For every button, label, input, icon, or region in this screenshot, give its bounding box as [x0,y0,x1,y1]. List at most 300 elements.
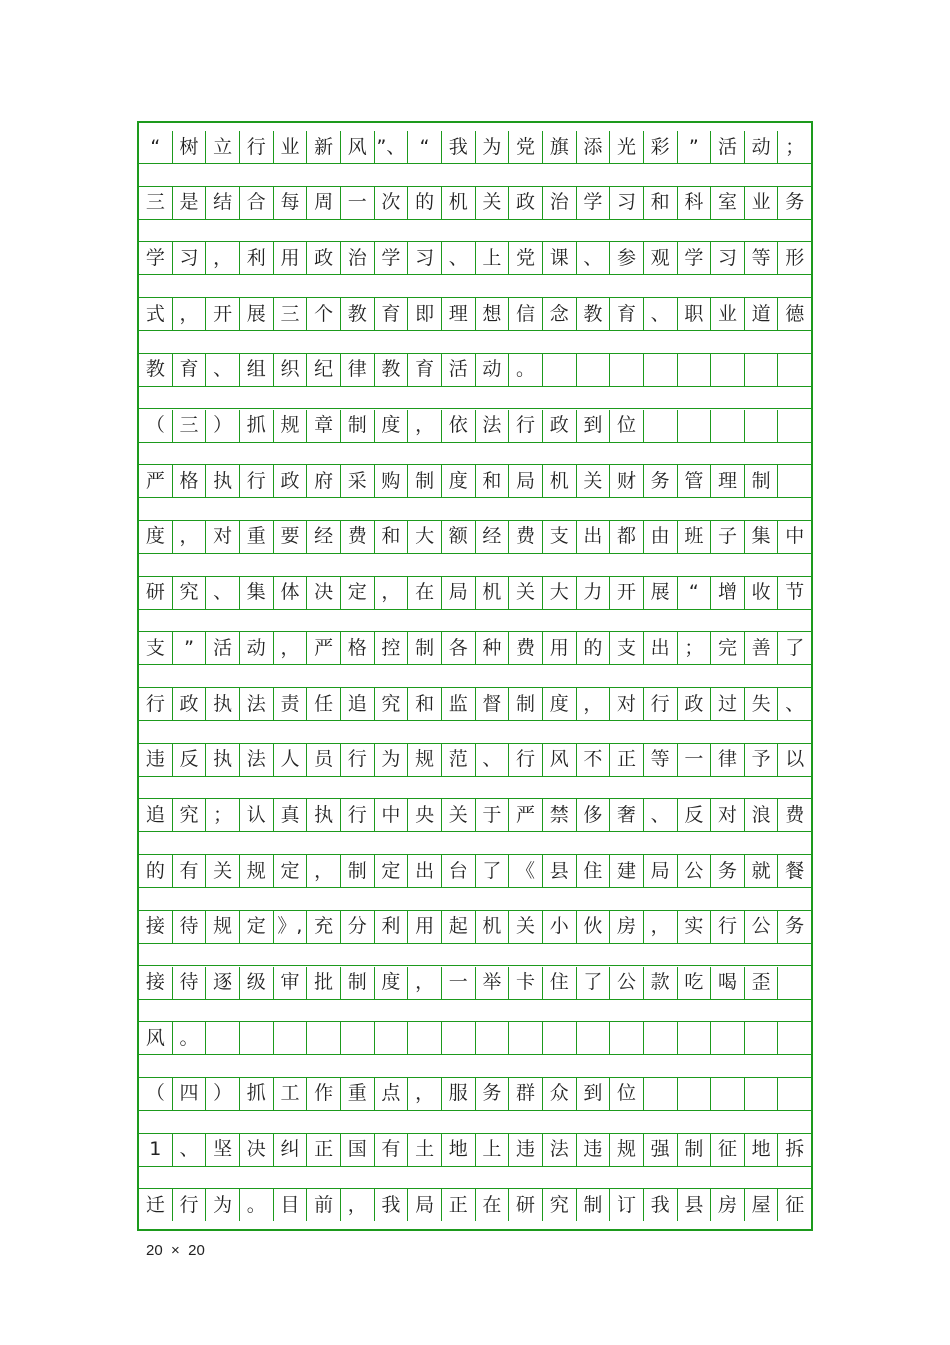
grid-cell [745,410,779,442]
grid-cell: 土 [408,1134,442,1166]
grid-cell: 风 [543,744,577,776]
grid-cell: 政 [678,688,712,720]
grid-cell: 》, [274,911,308,943]
grid-cell: 习 [173,242,207,274]
grid-cell: 订 [610,1189,644,1221]
grid-cell [711,410,745,442]
grid-cell: 。 [240,1189,274,1221]
grid-cell: 务 [711,855,745,887]
grid-cell: 是 [173,187,207,219]
grid-cell: 歪 [745,967,779,999]
grid-cell: 房 [610,911,644,943]
grid-cell: 规 [408,744,442,776]
grid-cell: 每 [274,187,308,219]
grid-cell: 展 [240,298,274,330]
grid-row [139,465,811,497]
grid-cell: 业 [745,187,779,219]
grid-cell [543,1022,577,1054]
grid-cell: 局 [644,855,678,887]
grid-cell: 关 [509,911,543,943]
grid-cell: 任 [307,688,341,720]
grid-cell: 政 [509,187,543,219]
grid-cell: 参 [610,242,644,274]
grid-cell: 行 [173,1189,207,1221]
grid-cell [778,354,811,386]
grid-size-label: 20 × 20 [146,1242,205,1259]
grid-cell: 和 [408,688,442,720]
grid-cell: 科 [678,187,712,219]
grid-cell: ， [307,855,341,887]
grid-cell: 房 [711,1189,745,1221]
grid-cell: 教 [139,354,173,386]
grid-cell: 立 [206,131,240,163]
grid-cell [711,1078,745,1110]
grid-cell [711,1022,745,1054]
grid-cell: 了 [476,855,510,887]
grid-row [139,131,811,163]
grid-cell: 坚 [206,1134,240,1166]
grid-cell: 学 [577,187,611,219]
grid-cell: ） [206,410,240,442]
grid-cell: 认 [240,799,274,831]
grid-cell: ， [408,410,442,442]
grid-cell: 课 [543,242,577,274]
grid-cell: 动 [240,632,274,664]
grid-cell: 严 [509,799,543,831]
grid-cell: 格 [173,465,207,497]
grid-cell: 收 [745,577,779,609]
grid-cell: 小 [543,911,577,943]
row-separator [139,776,811,800]
grid-cell: 习 [408,242,442,274]
grid-cell [375,1022,409,1054]
grid-cell: 制 [408,632,442,664]
grid-cell: 各 [442,632,476,664]
grid-cell: 卡 [509,967,543,999]
grid-cell: 群 [509,1078,543,1110]
grid-cell: ” [678,131,712,163]
grid-cell: 公 [745,911,779,943]
grid-cell: 款 [644,967,678,999]
grid-cell: 屋 [745,1189,779,1221]
grid-row [139,1078,811,1110]
grid-cell: 树 [173,131,207,163]
row-separator [139,943,811,967]
grid-cell: 奢 [610,799,644,831]
grid-cell: 等 [644,744,678,776]
grid-cell: 关 [476,187,510,219]
grid-cell: 即 [408,298,442,330]
grid-cell: 治 [341,242,375,274]
grid-cell: 育 [610,298,644,330]
row-separator [139,330,811,354]
grid-cell: 、 [206,577,240,609]
grid-cell: 有 [173,855,207,887]
grid-cell: 理 [711,465,745,497]
grid-cell: 财 [610,465,644,497]
grid-cell: 上 [476,1134,510,1166]
grid-cell: 正 [442,1189,476,1221]
grid-cell: 建 [610,855,644,887]
grid-cell: 大 [408,521,442,553]
grid-cell: 征 [711,1134,745,1166]
grid-cell: 的 [408,187,442,219]
grid-cell: 违 [577,1134,611,1166]
grid-cell: 住 [577,855,611,887]
grid-cell: （ [139,410,173,442]
grid-cell: 地 [745,1134,779,1166]
grid-cell: 究 [173,799,207,831]
grid-cell: 执 [206,465,240,497]
grid-cell: 失 [745,688,779,720]
grid-cell: 位 [610,1078,644,1110]
grid-cell: 想 [476,298,510,330]
grid-cell: 集 [745,521,779,553]
grid-cell: 于 [476,799,510,831]
grid-cell: 制 [745,465,779,497]
grid-cell [206,1022,240,1054]
grid-cell: 伙 [577,911,611,943]
grid-cell: 、 [644,298,678,330]
grid-cell: ， [408,967,442,999]
grid-cell: 工 [274,1078,308,1110]
grid-cell: 度 [375,967,409,999]
grid-cell: ， [644,911,678,943]
grid-cell: 。 [509,354,543,386]
grid-cell: 额 [442,521,476,553]
grid-cell: 式 [139,298,173,330]
grid-cell: 增 [711,577,745,609]
grid-cell [610,354,644,386]
grid-cell: 征 [785,1193,805,1216]
grid-cell [778,465,811,497]
grid-cell: 支 [610,632,644,664]
grid-cell [778,410,811,442]
grid-cell: 采 [341,465,375,497]
grid-cell: ； [206,799,240,831]
grid-cell: ， [274,632,308,664]
grid-cell: 执 [206,688,240,720]
grid-cell: 为 [375,744,409,776]
row-separator [139,609,811,633]
grid-cell: “ [678,577,712,609]
grid-cell: 中 [375,799,409,831]
grid-cell: 力 [577,577,611,609]
grid-cell: 出 [644,632,678,664]
grid-cell: 格 [341,632,375,664]
grid-cell: 习 [711,242,745,274]
grid-cell: 大 [543,577,577,609]
grid-cell: 以 [785,748,805,771]
grid-cell: 制 [678,1134,712,1166]
grid-cell: 点 [375,1078,409,1110]
grid-cell: 光 [610,131,644,163]
grid-cell: 迁 [139,1189,173,1221]
grid-cell: 强 [644,1134,678,1166]
grid-cell: 我 [644,1189,678,1221]
grid-cell: 形 [785,246,805,269]
grid-cell: 前 [307,1189,341,1221]
grid-cell [644,354,678,386]
grid-cell: 要 [274,521,308,553]
grid-cell: 、 [476,744,510,776]
grid-cell: 禁 [543,799,577,831]
grid-cell: 目 [274,1189,308,1221]
grid-cell: 活 [206,632,240,664]
grid-cell: 范 [442,744,476,776]
grid-cell: 人 [274,744,308,776]
row-separator [139,999,811,1023]
grid-cell: 德 [785,302,805,325]
grid-cell: 彩 [644,131,678,163]
grid-cell: ， [173,298,207,330]
grid-cell: 组 [240,354,274,386]
grid-cell: 制 [509,688,543,720]
grid-cell: 度 [543,688,577,720]
row-separator [139,497,811,521]
grid-cell [341,1022,375,1054]
grid-cell: 由 [644,521,678,553]
grid-cell: 在 [476,1189,510,1221]
grid-cell [678,410,712,442]
grid-cell: 业 [274,131,308,163]
grid-cell: 度 [442,465,476,497]
grid-cell: 拆 [785,1138,805,1161]
grid-cell: 念 [543,298,577,330]
grid-cell: 反 [173,744,207,776]
grid-cell: 制 [341,855,375,887]
grid-row [139,855,811,887]
grid-cell: 三 [173,410,207,442]
grid-cell: 法 [240,688,274,720]
grid-cell: 究 [375,688,409,720]
grid-row [139,577,811,609]
grid-cell [644,1078,678,1110]
grid-cell [711,354,745,386]
grid-cell [745,1022,779,1054]
grid-cell: 我 [442,131,476,163]
grid-cell: 定 [375,855,409,887]
grid-cell: 制 [408,465,442,497]
grid-cell: 次 [375,187,409,219]
grid-row [139,187,811,219]
grid-row [139,242,811,274]
grid-cell: 、 [442,242,476,274]
grid-cell: 员 [307,744,341,776]
grid-cell: 决 [307,577,341,609]
grid-cell: 浪 [745,799,779,831]
grid-cell: 地 [442,1134,476,1166]
row-separator [139,163,811,187]
grid-cell [543,354,577,386]
grid-cell [274,1022,308,1054]
grid-cell: 关 [509,577,543,609]
grid-cell: 添 [577,131,611,163]
grid-cell: 就 [745,855,779,887]
grid-cell: 用 [274,242,308,274]
grid-cell: 局 [442,577,476,609]
grid-row [139,744,811,776]
grid-cell: 法 [543,1134,577,1166]
grid-cell: 制 [577,1189,611,1221]
row-separator [139,274,811,298]
grid-cell: 务 [644,465,678,497]
grid-cell: 政 [543,410,577,442]
row-separator [139,720,811,744]
grid-cell: 县 [678,1189,712,1221]
grid-cell: 善 [745,632,779,664]
grid-cell: 级 [240,967,274,999]
grid-cell: 周 [307,187,341,219]
grid-cell: 和 [644,187,678,219]
grid-cell: 。 [173,1022,207,1054]
grid-cell: ， [375,577,409,609]
grid-cell: 规 [274,410,308,442]
row-separator [139,442,811,466]
grid-cell: 律 [341,354,375,386]
grid-cell: 行 [644,688,678,720]
grid-cell [678,354,712,386]
grid-cell: 有 [375,1134,409,1166]
grid-cell: 开 [610,577,644,609]
grid-cell: 的 [139,855,173,887]
grid-cell: 度 [139,521,173,553]
grid-cell [745,354,779,386]
grid-cell: 节 [785,581,805,604]
grid-cell: 究 [543,1189,577,1221]
grid-cell: 接 [139,967,173,999]
grid-cell: 育 [408,354,442,386]
grid-cell: 都 [610,521,644,553]
grid-cell [610,1022,644,1054]
grid-cell: ， [206,242,240,274]
grid-cell [745,1078,779,1110]
grid-cell [240,1022,274,1054]
grid-cell: 和 [375,521,409,553]
manuscript-grid-paper [137,121,813,1231]
grid-cell: 了 [785,636,805,659]
grid-cell: 一 [341,187,375,219]
grid-cell: （ [139,1078,173,1110]
grid-cell: 违 [139,744,173,776]
grid-cell: 追 [139,799,173,831]
grid-cell: 旗 [543,131,577,163]
grid-cell: 违 [509,1134,543,1166]
grid-cell: 上 [476,242,510,274]
row-separator [139,219,811,243]
grid-cell: 行 [240,131,274,163]
grid-cell: 教 [341,298,375,330]
grid-cell: 规 [240,855,274,887]
grid-cell: 纠 [274,1134,308,1166]
grid-cell: 《 [509,855,543,887]
grid-cell: 批 [307,967,341,999]
grid-cell: 逐 [206,967,240,999]
grid-row [139,521,811,553]
grid-cell: 执 [206,744,240,776]
grid-cell: 分 [341,911,375,943]
grid-cell: 道 [745,298,779,330]
grid-cell: 研 [509,1189,543,1221]
grid-cell: 侈 [577,799,611,831]
grid-cell: ； [678,632,712,664]
grid-cell: 行 [240,465,274,497]
row-separator [139,831,811,855]
grid-cell [644,410,678,442]
grid-cell: 合 [240,187,274,219]
grid-cell: ， [341,1189,375,1221]
grid-cell: 新 [307,131,341,163]
grid-cell: 班 [678,521,712,553]
grid-cell: 动 [476,354,510,386]
row-separator [139,553,811,577]
grid-cell: 服 [442,1078,476,1110]
grid-cell: 信 [509,298,543,330]
grid-cell: 执 [307,799,341,831]
grid-cell: 我 [375,1189,409,1221]
row-separator [139,1166,811,1190]
grid-cell: 、 [785,692,805,715]
grid-cell: ， [173,521,207,553]
grid-row [139,799,811,831]
grid-cell: 用 [543,632,577,664]
grid-cell [778,967,811,999]
grid-cell: 关 [206,855,240,887]
grid-cell: 局 [509,465,543,497]
grid-cell: 完 [711,632,745,664]
grid-cell: 教 [375,354,409,386]
grid-cell: 府 [307,465,341,497]
grid-cell: 抓 [240,1078,274,1110]
grid-cell: 织 [274,354,308,386]
grid-cell: 党 [509,242,543,274]
grid-cell: 、 [577,242,611,274]
grid-cell: 对 [206,521,240,553]
grid-cell: 纪 [307,354,341,386]
grid-cell: 经 [476,521,510,553]
grid-cell: 三 [274,298,308,330]
grid-cell: ， [577,688,611,720]
grid-cell: 不 [577,744,611,776]
grid-cell: 用 [408,911,442,943]
grid-cell: 关 [442,799,476,831]
grid-cell: 过 [711,688,745,720]
grid-cell: 三 [139,187,173,219]
row-separator [139,1110,811,1134]
grid-cell: 开 [206,298,240,330]
grid-cell: 出 [577,521,611,553]
grid-cell: 学 [375,242,409,274]
grid-cell: 待 [173,911,207,943]
grid-cell: 对 [711,799,745,831]
grid-cell: ”、 [375,131,409,163]
grid-cell: 规 [610,1134,644,1166]
grid-cell: ” [173,632,207,664]
grid-cell: “ [139,131,173,163]
grid-cell: 等 [745,242,779,274]
grid-cell: 举 [476,967,510,999]
grid-cell: 行 [711,911,745,943]
grid-cell: 责 [274,688,308,720]
grid-cell: 费 [341,521,375,553]
grid-cell: 究 [173,577,207,609]
grid-cell: 购 [375,465,409,497]
grid-cell: 室 [711,187,745,219]
grid-cell: 对 [610,688,644,720]
grid-cell: 、 [206,354,240,386]
grid-cell [442,1022,476,1054]
row-separator [139,664,811,688]
